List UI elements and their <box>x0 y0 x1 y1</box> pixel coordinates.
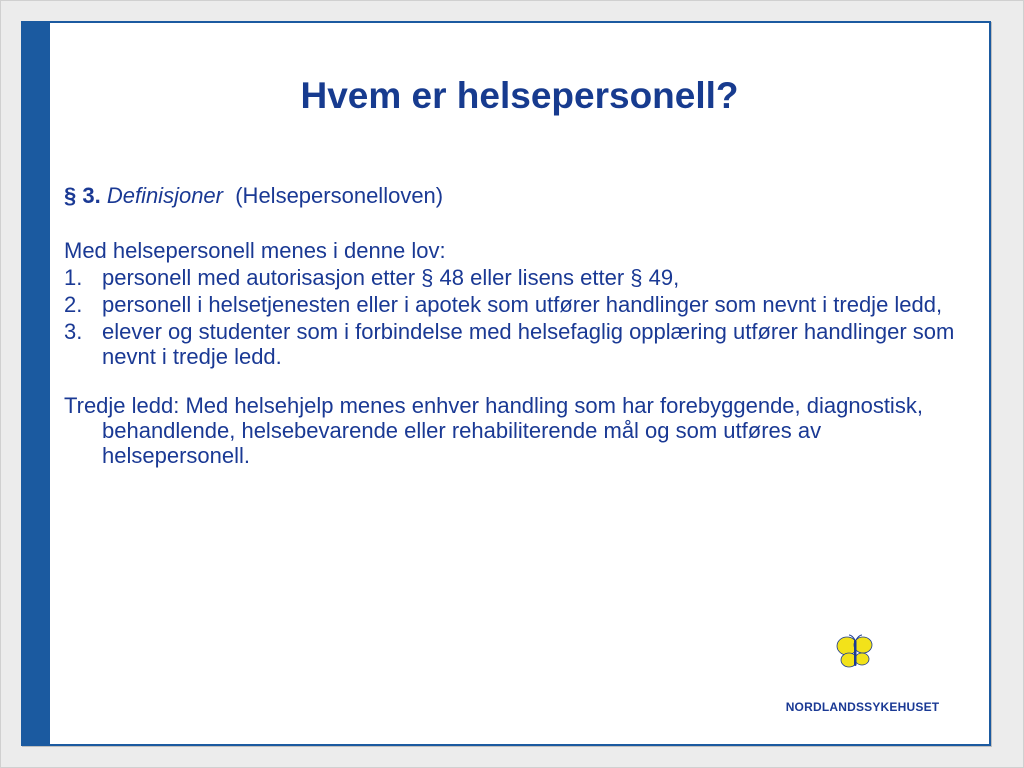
logo <box>780 634 945 714</box>
list-item <box>64 319 969 369</box>
intro-text: Med helsepersonell menes i denne lov: <box>64 238 446 263</box>
slide-title: Hvem er helsepersonell? <box>300 75 739 116</box>
list-item <box>64 265 969 290</box>
law-name: (Helsepersonelloven) <box>235 183 444 208</box>
section-heading <box>64 183 969 208</box>
definition-list <box>64 265 969 369</box>
list-item <box>64 292 969 317</box>
list-item-text: elever og studenter som i forbindelse med helsefaglig opplæring utfører handlinger som nevnt i tredje ledd. <box>102 319 955 369</box>
slide-content <box>64 183 969 468</box>
slide <box>21 21 991 746</box>
list-item-number: 3. <box>64 319 83 344</box>
third-paragraph: Tredje ledd: Med helsehjelp menes enhver handling som har forebyggende, diagnostisk, behandlende, helsebevarende eller rehabiliterende mål og som utføres av helsepersonell. <box>64 393 923 468</box>
butterfly-icon <box>835 634 875 670</box>
list-item-text: personell med autorisasjon etter § 48 eller lisens etter § 49, <box>102 265 680 290</box>
list-item-number: 1. <box>64 265 83 290</box>
left-accent-bar <box>23 23 50 744</box>
section-term: Definisjoner <box>106 183 223 208</box>
list-item-number: 2. <box>64 292 83 317</box>
list-item-text: personell i helsetjenesten eller i apotek som utfører handlinger som nevnt i tredje ledd, <box>102 292 943 317</box>
logo-text: NORDLANDSSYKEHUSET <box>785 700 940 714</box>
section-number: § 3. <box>64 183 101 208</box>
